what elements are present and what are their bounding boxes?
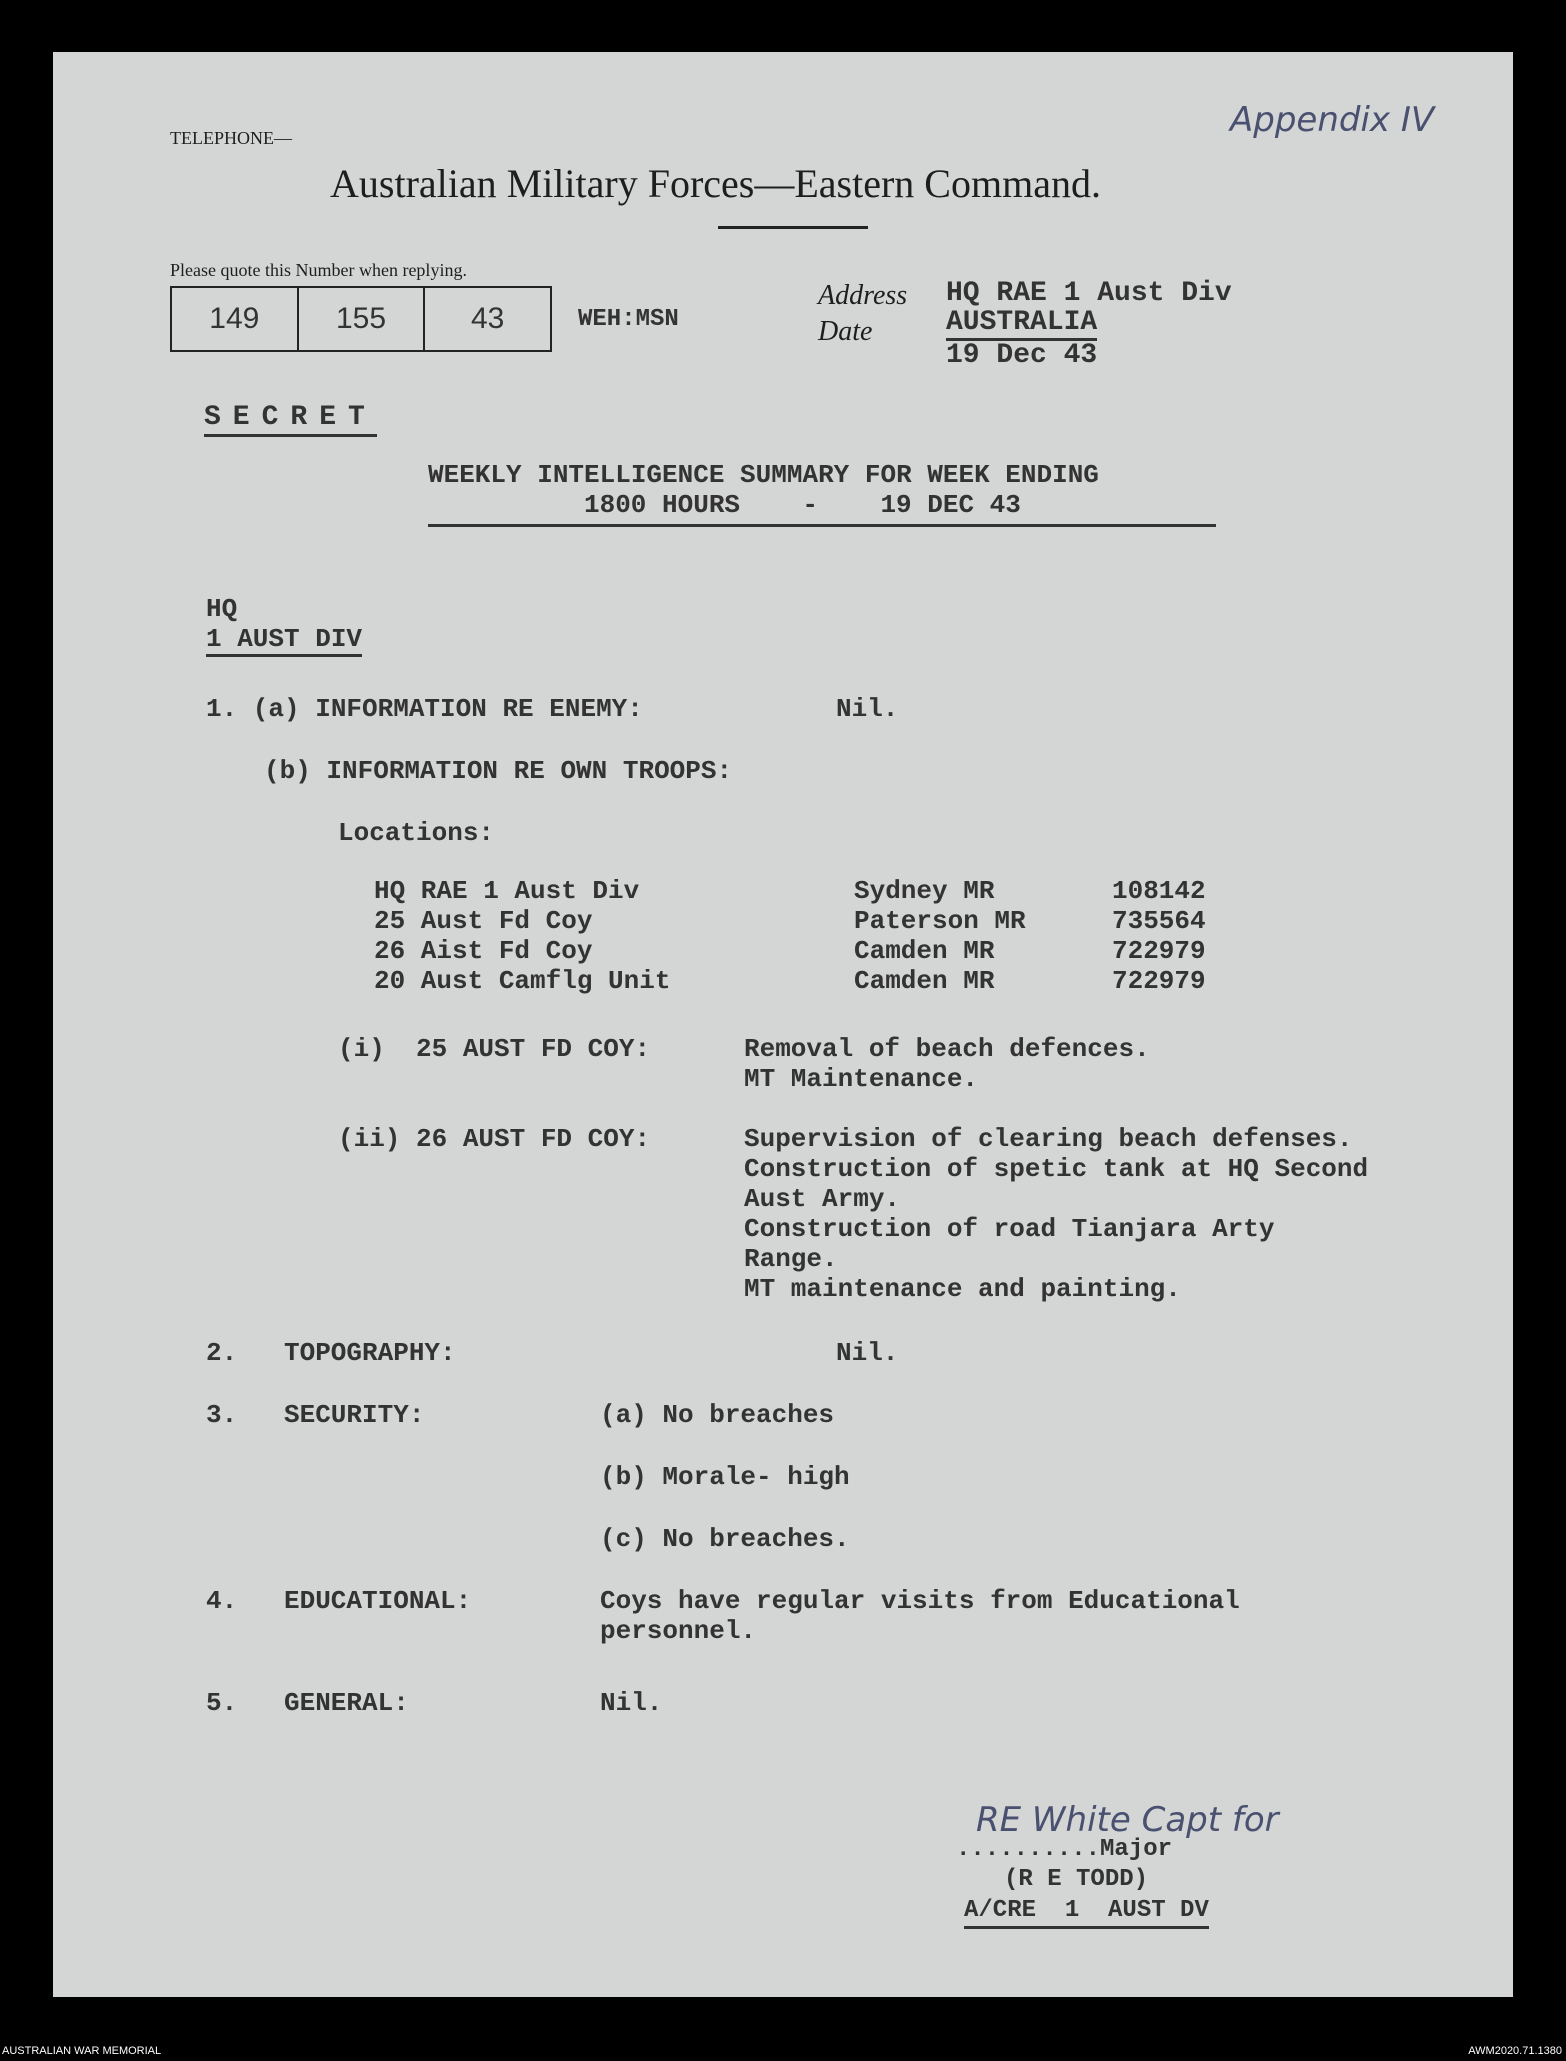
location-unit: 20 Aust Camflg Unit <box>374 966 671 996</box>
location-map-ref: 722979 <box>1112 936 1206 966</box>
date-value: 19 Dec 43 <box>946 340 1098 371</box>
address-line-2: AUSTRALIA <box>946 308 1097 341</box>
unit-line-2: 1 AUST DIV <box>206 624 362 657</box>
section-5-value: Nil. <box>600 1688 663 1718</box>
unit-line-1: HQ <box>206 594 238 624</box>
location-map-ref: 722979 <box>1112 966 1206 996</box>
ref-number-2: 155 <box>299 288 426 350</box>
security-item-b: (b) Morale- high <box>600 1462 850 1492</box>
locations-list <box>374 876 1254 996</box>
title-rule <box>718 226 868 229</box>
locations-label: Locations: <box>338 818 495 848</box>
section-1a-label: 1. (a) INFORMATION RE ENEMY: <box>206 694 643 724</box>
classification-marking: SECRET <box>204 402 377 437</box>
location-place: Camden MR <box>854 966 995 996</box>
location-unit: HQ RAE 1 Aust Div <box>374 876 640 906</box>
signature-line-3: A/CRE 1 AUST DV <box>964 1896 1209 1929</box>
subsection-ii-line-2: Construction of spetic tank at HQ Second <box>744 1154 1369 1184</box>
location-place: Camden MR <box>854 936 995 966</box>
signature-line-1: ..........Major <box>956 1836 1173 1863</box>
location-map-ref: 108142 <box>1112 876 1206 906</box>
ref-number-1: 149 <box>172 288 299 350</box>
subsection-i-line-1: Removal of beach defences. <box>744 1034 1150 1064</box>
location-map-ref: 735564 <box>1112 906 1206 936</box>
section-3-number: 3. <box>206 1400 238 1430</box>
section-2-number: 2. <box>206 1338 238 1368</box>
section-5-label: GENERAL: <box>284 1688 409 1718</box>
heading-rule <box>428 524 1216 527</box>
subsection-ii-line-4: Construction of road Tianjara Arty <box>744 1214 1275 1244</box>
footer-left: AUSTRALIAN WAR MEMORIAL <box>2 2045 162 2057</box>
educational-line-1: Coys have regular visits from Educational <box>600 1586 1240 1616</box>
letterhead-title: Australian Military Forces—Eastern Command. <box>330 161 1101 206</box>
address-line-1: HQ RAE 1 Aust Div <box>946 278 1232 309</box>
security-item-c: (c) No breaches. <box>600 1524 850 1554</box>
list-item <box>374 876 1254 906</box>
subsection-ii-line-3: Aust Army. <box>744 1184 901 1214</box>
list-item <box>374 966 1254 996</box>
date-label: Date <box>818 316 873 347</box>
subsection-ii-label: (ii) 26 AUST FD COY: <box>338 1124 651 1154</box>
subsection-ii-line-1: Supervision of clearing beach defenses. <box>744 1124 1353 1154</box>
educational-line-2: personnel. <box>600 1616 757 1646</box>
section-4-number: 4. <box>206 1586 238 1616</box>
section-3-label: SECURITY: <box>284 1400 425 1430</box>
reference-number-box <box>170 286 552 352</box>
summary-heading-line-1: WEEKLY INTELLIGENCE SUMMARY FOR WEEK ENDING <box>428 460 1099 490</box>
location-place: Sydney MR <box>854 876 995 906</box>
location-unit: 26 Aist Fd Coy <box>374 936 593 966</box>
location-place: Paterson MR <box>854 906 1026 936</box>
ref-number-3: 43 <box>470 302 505 335</box>
address-label: Address <box>818 280 908 311</box>
subsection-ii-line-5: Range. <box>744 1244 838 1274</box>
signature-line-2: (R E TODD) <box>1004 1866 1149 1893</box>
subsection-ii-line-6: MT maintenance and painting. <box>744 1274 1181 1304</box>
section-2-label: TOPOGRAPHY: <box>284 1338 456 1368</box>
location-unit: 25 Aust Fd Coy <box>374 906 593 936</box>
handwritten-signature: RE White Capt for <box>976 1800 1279 1840</box>
list-item <box>374 906 1254 936</box>
appendix-annotation: Appendix IV <box>1230 100 1435 140</box>
footer-right: AWM2020.71.1380 <box>1468 2045 1562 2057</box>
section-2-value: Nil. <box>836 1338 899 1368</box>
telephone-label: TELEPHONE— <box>170 128 292 148</box>
section-5-number: 5. <box>206 1688 238 1718</box>
security-item-a: (a) No breaches <box>600 1400 835 1430</box>
quote-number-label: Please quote this Number when replying. <box>170 260 467 280</box>
reference-initials: WEH:MSN <box>578 306 679 333</box>
section-1a-value: Nil. <box>836 694 899 724</box>
subsection-i-label: (i) 25 AUST FD COY: <box>338 1034 651 1064</box>
section-4-label: EDUCATIONAL: <box>284 1586 472 1616</box>
section-1b-label: (b) INFORMATION RE OWN TROOPS: <box>264 756 733 786</box>
summary-heading-line-2: 1800 HOURS - 19 DEC 43 <box>584 490 1021 520</box>
list-item <box>374 936 1254 966</box>
subsection-i-line-2: MT Maintenance. <box>744 1064 979 1094</box>
